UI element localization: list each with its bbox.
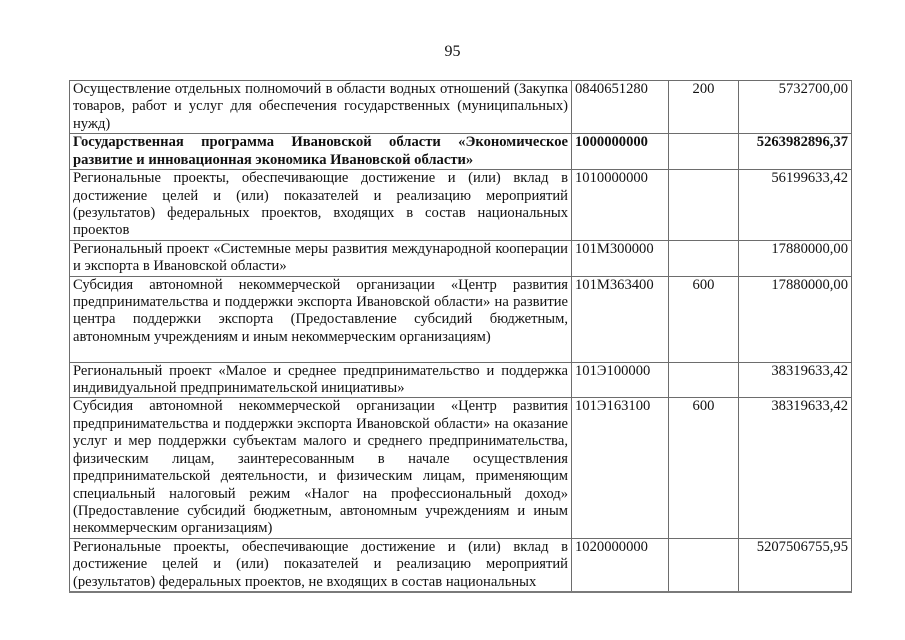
- row-expense-type: 600: [669, 398, 739, 538]
- row-expense-type: [669, 538, 739, 592]
- row-expense-type: 200: [669, 81, 739, 134]
- table-row: [70, 362, 852, 398]
- row-amount: 5207506755,95: [739, 538, 852, 592]
- row-amount: 38319633,42: [739, 362, 852, 398]
- budget-table: [69, 80, 852, 593]
- row-code: 0840651280: [572, 81, 669, 134]
- row-expense-type: 600: [669, 276, 739, 362]
- row-code: 1010000000: [572, 170, 669, 241]
- table-row: [70, 276, 852, 362]
- row-amount: 5732700,00: [739, 81, 852, 134]
- row-amount: 56199633,42: [739, 170, 852, 241]
- row-description: Осуществление отдельных полномочий в области водных отношений (Закупка товаров, работ и услуг для обеспечения государственных (муниципальных) нужд): [70, 81, 572, 134]
- row-expense-type: [669, 134, 739, 170]
- row-code: 101Э100000: [572, 362, 669, 398]
- row-description: Государственная программа Ивановской области «Экономическое развитие и инновационная экономика Ивановской области»: [70, 134, 572, 170]
- row-description: Субсидия автономной некоммерческой организации «Центр развития предпринимательства и поддержки экспорта Ивановской области» на развитие центра поддержки экспорта (Предоставление субсидий бюджетным, автономным учреждениям и иным некоммерческим организациям): [70, 276, 572, 362]
- row-code: 101M363400: [572, 276, 669, 362]
- row-code: 1020000000: [572, 538, 669, 592]
- row-code: 101Э163100: [572, 398, 669, 538]
- row-expense-type: [669, 170, 739, 241]
- table-row: [70, 538, 852, 592]
- row-amount: 38319633,42: [739, 398, 852, 538]
- row-amount: 17880000,00: [739, 276, 852, 362]
- row-expense-type: [669, 362, 739, 398]
- table-row: [70, 134, 852, 170]
- row-description: Региональные проекты, обеспечивающие достижение и (или) вклад в достижение целей и (или) показателей и реализацию мероприятий (результатов) федеральных проектов, не входящих в состав национальных: [70, 538, 572, 592]
- row-description: Региональный проект «Малое и среднее предпринимательство и поддержка индивидуальной предпринимательской инициативы»: [70, 362, 572, 398]
- page-number: 95: [444, 43, 461, 60]
- row-amount: 17880000,00: [739, 240, 852, 276]
- table-row: [70, 170, 852, 241]
- row-amount: 5263982896,37: [739, 134, 852, 170]
- table-row: [70, 398, 852, 538]
- row-description: Региональные проекты, обеспечивающие достижение и (или) вклад в достижение целей и (или) показателей и реализацию мероприятий (результатов) федеральных проектов, входящих в состав национальных проектов: [70, 170, 572, 241]
- row-expense-type: [669, 240, 739, 276]
- row-code: 101M300000: [572, 240, 669, 276]
- table-row: [70, 81, 852, 134]
- row-description: Субсидия автономной некоммерческой организации «Центр развития предпринимательства и поддержки экспорта Ивановской области» на оказание услуг и мер поддержки субъектам малого и среднего предпринимательства, физическим лицам, заинтересованным в начале осуществления предпринимательской деятельности, и физическим лицам, применяющим специальный налоговый режим «Налог на профессиональный доход» (Предоставление субсидий бюджетным, автономным учреждениям и иным некоммерческим организациям): [70, 398, 572, 538]
- table-row: [70, 240, 852, 276]
- row-code: 1000000000: [572, 134, 669, 170]
- row-description: Региональный проект «Системные меры развития международной кооперации и экспорта в Ивановской области»: [70, 240, 572, 276]
